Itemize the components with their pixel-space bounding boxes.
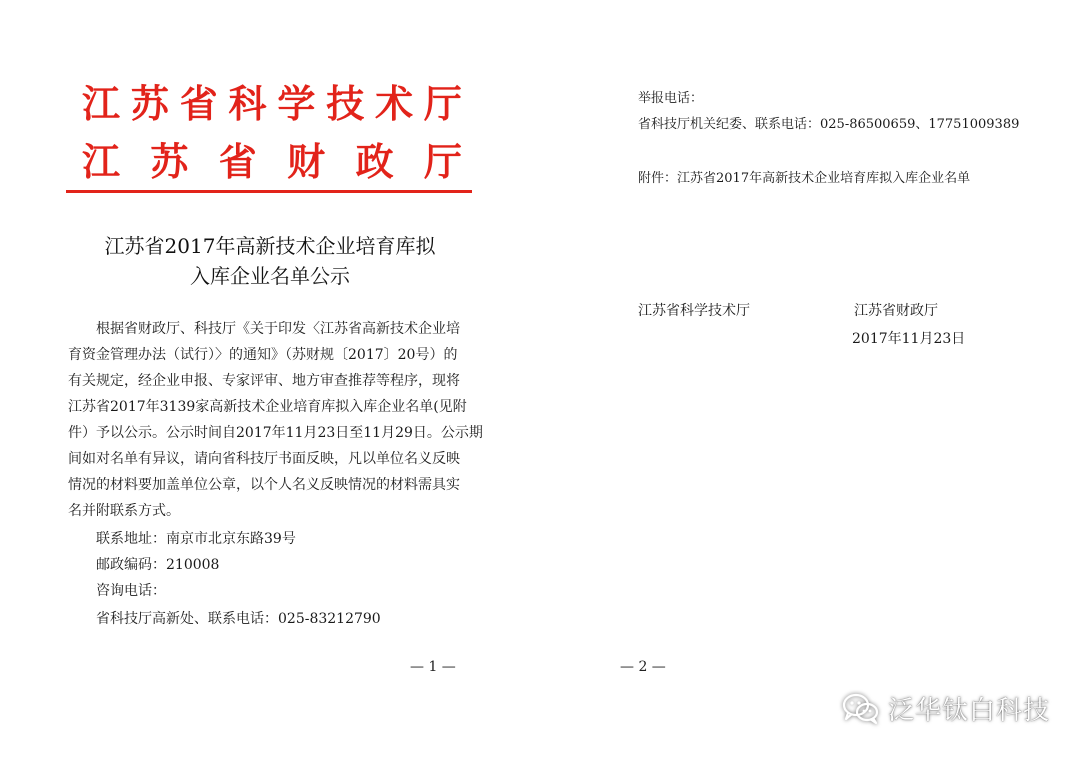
report-phone-line: 省科技厅机关纪委、联系电话：025-86500659、17751009389: [638, 117, 1020, 132]
body-line: 名并附联系方式。: [68, 503, 180, 519]
signature-date: 2017年11月23日: [852, 331, 966, 347]
document-body: [68, 316, 483, 524]
header-dept-finance: [82, 140, 462, 184]
header-char: 技: [326, 82, 365, 126]
header-char: 厅: [423, 82, 462, 126]
body-line: 情况的材料要加盖单位公章，以个人名义反映情况的材料需具实: [68, 477, 460, 493]
page-number-1: — 1 —: [410, 659, 456, 675]
watermark-text: 泛华钛白科技: [887, 696, 1050, 726]
page-number-2: — 2 —: [620, 659, 666, 675]
header-dept-science: [82, 82, 462, 126]
body-line: 根据省财政厅、科技厅《关于印发〈江苏省高新技术企业培: [96, 321, 460, 337]
attachment-note: 附件：江苏省2017年高新技术企业培育库拟入库企业名单: [638, 171, 971, 186]
header-char: 苏: [130, 82, 169, 126]
header-char: 政: [355, 140, 394, 184]
body-line: 有关规定，经企业申报、专家评审、地方审查推荐等程序，现将: [68, 373, 460, 389]
document-title-line2: 入库企业名单公示: [190, 264, 350, 288]
body-line: 件）予以公示。公示时间自2017年11月23日至11月29日。公示期: [68, 425, 483, 441]
body-line: 江苏省2017年3139家高新技术企业培育库拟入库企业名单(见附: [68, 399, 467, 415]
wechat-watermark: [842, 690, 1050, 727]
header-char: 学: [277, 82, 316, 126]
header-char: 术: [375, 82, 414, 126]
header-char: 省: [179, 82, 218, 126]
document-title-line1: 江苏省2017年高新技术企业培育库拟: [104, 234, 436, 258]
signer-finance-dept: 江苏省财政厅: [854, 303, 938, 319]
contact-consult-label: 咨询电话：: [96, 583, 166, 599]
header-char: 江: [82, 140, 121, 184]
red-divider: [66, 190, 472, 193]
body-line: 间如对名单有异议，请向省科技厅书面反映，凡以单位名义反映: [68, 451, 460, 467]
report-phone-label: 举报电话：: [638, 91, 704, 106]
contact-zip: 邮政编码：210008: [96, 557, 220, 573]
page-2: [540, 0, 1080, 763]
body-line: 育资金管理办法（试行）〉的通知》（苏财规〔2017〕20号）的: [68, 347, 458, 363]
header-char: 科: [228, 82, 267, 126]
header-char: 江: [82, 82, 121, 126]
contact-address: 联系地址：南京市北京东路39号: [96, 531, 296, 547]
signer-science-dept: 江苏省科学技术厅: [638, 303, 750, 319]
header-char: 财: [287, 140, 326, 184]
contact-dept-phone: 省科技厅高新处、联系电话：025-83212790: [96, 611, 381, 627]
header-char: 省: [218, 140, 257, 184]
header-char: 厅: [423, 140, 462, 184]
wechat-icon: [842, 693, 880, 725]
header-char: 苏: [150, 140, 189, 184]
